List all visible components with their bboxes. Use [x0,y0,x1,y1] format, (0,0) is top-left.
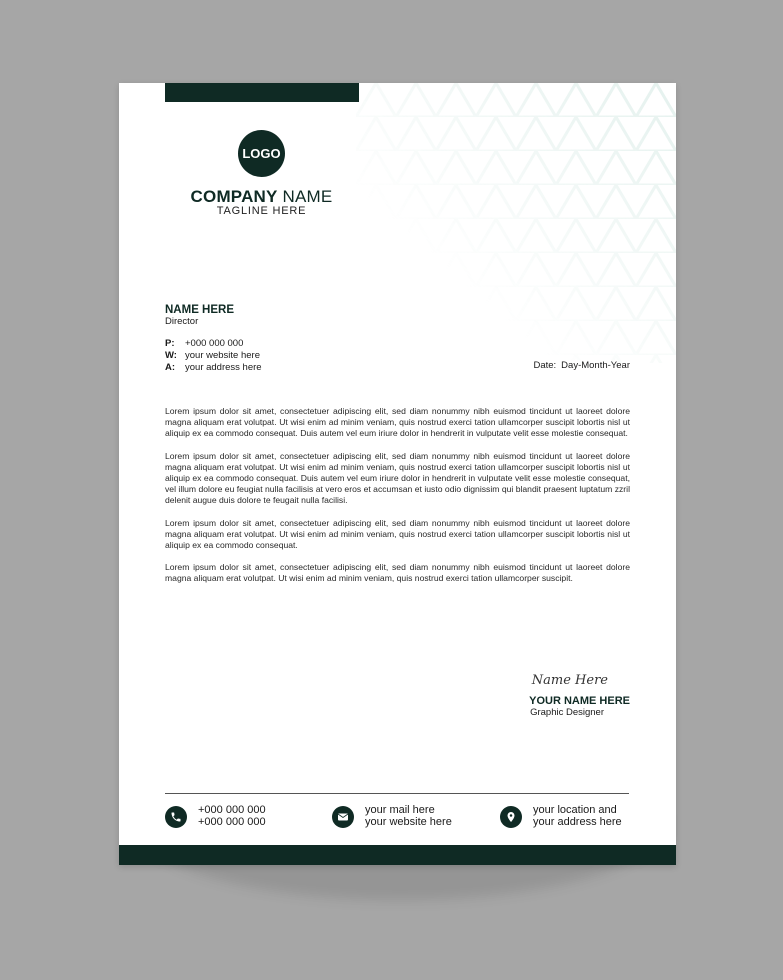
letter-date [533,360,630,371]
bottom-accent-bar [119,845,676,865]
contact-row-address [165,362,262,374]
logo-text: LOGO [242,146,281,161]
recipient-title: Director [165,316,199,327]
contact-row-website [165,350,262,362]
letterhead-page [119,83,676,865]
contact-key: W: [165,350,177,361]
company-name-bold: COMPANY [190,187,278,206]
contact-key: A: [165,362,176,373]
body-paragraph: Lorem ipsum dolor sit amet, consectetuer adipiscing elit, sed diam nonummy nibh euismod tincidunt ut laoreet dolore magna aliquam erat volutpat. Ut wisi enim ad minim veniam, quis nostrud exerci tation ullamcorper suscipit lobortis nisl ut aliquip ex ea commodo consequat. Duis autem vel eum iriure dolor in hendrerit in vulputate velit esse molestie consequat. [165,406,630,439]
body-paragraph: Lorem ipsum dolor sit amet, consectetuer adipiscing elit, sed diam nonummy nibh euismod tincidunt ut laoreet dolore magna aliquam erat volutpat. Ut wisi enim ad minim veniam, quis nostrud exerci tation ullamcorper suscipit lobortis nisl ut aliquip ex ea commodo consequat. [165,517,630,551]
footer-phone [165,805,266,828]
company-name [159,187,364,207]
contact-key: P: [165,338,175,349]
location-pin-icon [500,806,522,828]
footer-phone-line2: +000 000 000 [198,815,266,828]
footer-mail-text [365,805,452,828]
footer-mail [332,805,452,828]
body-paragraph: Lorem ipsum dolor sit amet, consectetuer adipiscing elit, sed diam nonummy nibh euismod tincidunt ut laoreet dolore magna aliquam erat volutpat. Ut wisi enim ad minim veniam, quis nostrud exerci tation ullamcorper suscipit. [165,562,630,584]
company-logo [238,130,285,177]
footer-location-text [533,805,622,828]
footer-location-line1: your location and [533,804,617,816]
recipient-name: NAME HERE [165,304,235,316]
footer-location-line2: your address here [533,815,622,828]
handwritten-signature: Name Here [531,673,608,688]
date-value: Day-Month-Year [561,360,630,371]
footer-phone-line1: +000 000 000 [198,804,266,816]
phone-icon [165,806,187,828]
triangle-pattern [356,83,676,363]
letter-body [165,406,630,596]
footer-location [500,805,622,828]
footer-mail-line2: your website here [365,815,452,828]
company-tagline: TAGLINE HERE [216,205,307,217]
contact-value: your website here [185,350,260,361]
footer-mail-line1: your mail here [365,804,435,816]
footer-divider [165,793,629,794]
signer-title: Graphic Designer [530,707,604,718]
mail-icon [332,806,354,828]
body-paragraph: Lorem ipsum dolor sit amet, consectetuer adipiscing elit, sed diam nonummy nibh euismod tincidunt ut laoreet dolore magna aliquam erat volutpat. Ut wisi enim ad minim veniam, quis nostrud exerci tation ullamcorper suscipit lobortis nisl ut aliquip ex ea commodo consequat. Duis autem vel eum iriure dolor in hendrerit in vulputate velit esse molestie consequat, vel illum dolore eu feugiat nulla facilisis at vero eros et accumsan et iusto odio dignissim qui blandit praesent luptatum zzril delenit augue duis dolore te feugait nulla facilisi. [165,450,630,506]
signer-name: YOUR NAME HERE [529,695,630,707]
date-label: Date: [533,360,557,371]
contact-row-phone [165,338,262,350]
footer-phone-text [198,805,266,828]
company-name-rest: NAME [282,187,333,206]
contact-value: +000 000 000 [185,338,244,349]
contact-value: your address here [185,362,262,373]
recipient-contacts [165,338,262,374]
top-accent-bar [165,83,359,102]
